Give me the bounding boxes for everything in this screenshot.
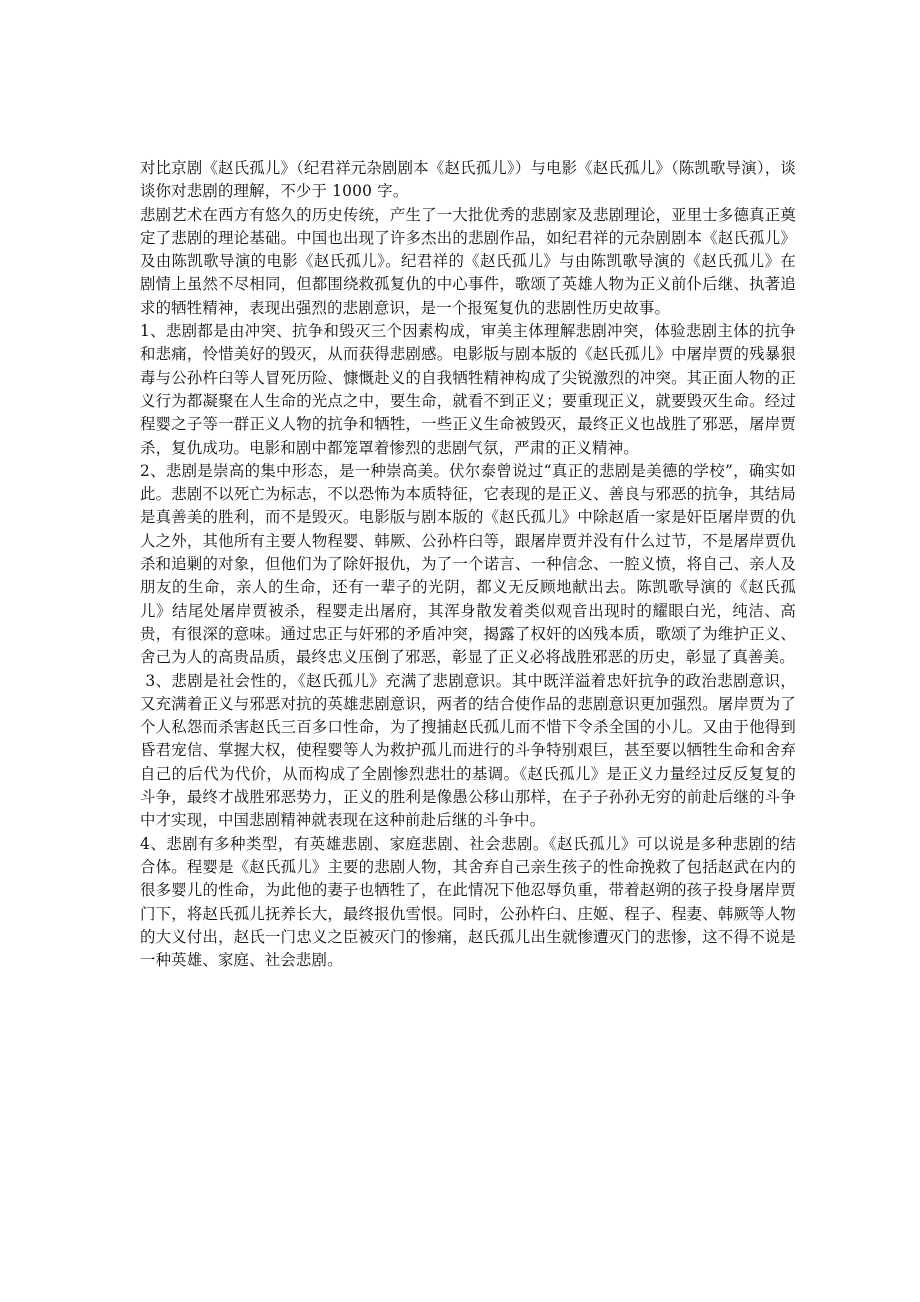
essay-point-3-paragraph: 3、悲剧是社会性的，《赵氏孤儿》充满了悲剧意识。其中既洋溢着忠奸抗争的政治悲剧意识，又充满着正义与邪恶对抗的英雄悲剧意识，两者的结合使作品的悲剧意识更加强烈。屠岸贾为了个人私怨而杀害赵氏三百多口性命，为了搜捕赵氏孤儿而不惜下令杀全国的小儿。又由于他得到昏君宠信、掌握大权，使程婴等人为救护孤儿而进行的斗争特别艰巨，甚至要以牺牲生命和舍弃自己的后代为代价，从而构成了全剧惨烈悲壮的基调。《赵氏孤儿》是正义力量经过反反复复的斗争，最终才战胜邪恶势力，正义的胜利是像愚公移山那样，在子子孙孙无穷的前赴后继的斗争中才实现，中国悲剧精神就表现在这种前赴后继的斗争中。 — [140, 671, 796, 830]
essay-point-4-paragraph: 4、悲剧有多种类型，有英雄悲剧、家庭悲剧、社会悲剧。《赵氏孤儿》可以说是多种悲剧的结合体。程婴是《赵氏孤儿》主要的悲剧人物，其舍弃自己亲生孩子的性命挽救了包括赵武在内的很多婴儿的性命，为此他的妻子也牺牲了，在此情况下他忍辱负重，带着赵朔的孩子投身屠岸贾门下，将赵氏孤儿抚养长大，最终报仇雪恨。同时，公孙杵臼、庄姬、程子、程妻、韩厥等人物的大义付出，赵氏一门忠义之臣被灭门的惨痛，赵氏孤儿出生就惨遭灭门的悲惨，这不得不说是一种英雄、家庭、社会悲剧。 — [140, 834, 796, 970]
essay-intro-paragraph: 悲剧艺术在西方有悠久的历史传统，产生了一大批优秀的悲剧家及悲剧理论，亚里士多德真正奠定了悲剧的理论基础。中国也出现了许多杰出的悲剧作品，如纪君祥的元杂剧剧本《赵氏孤儿》及由陈凯歌导演的电影《赵氏孤儿》。纪君祥的《赵氏孤儿》与由陈凯歌导演的《赵氏孤儿》在剧情上虽然不尽相同，但都围绕救孤复仇的中心事件，歌颂了英雄人物为正义前仆后继、执著追求的牺牲精神，表现出强烈的悲剧意识，是一个报冤复仇的悲剧性历史故事。 — [140, 205, 796, 317]
essay-prompt: 对比京剧《赵氏孤儿》（纪君祥元杂剧剧本《赵氏孤儿》）与电影《赵氏孤儿》（陈凯歌导演），谈谈你对悲剧的理解，不少于 1000 字。 — [140, 159, 796, 201]
essay-point-2-paragraph: 2、悲剧是崇高的集中形态，是一种崇高美。伏尔泰曾说过“真正的悲剧是美德的学校”，确实如此。悲剧不以死亡为标志，不以恐怖为本质特征，它表现的是正义、善良与邪恶的抗争，其结局是真善美的胜利，而不是毁灭。电影版与剧本版的《赵氏孤儿》中除赵盾一家是奸臣屠岸贾的仇人之外，其他所有主要人物程婴、韩厥、公孙杵臼等，跟屠岸贾并没有什么过节，不是屠岸贾仇杀和追剿的对象，但他们为了除奸报仇，为了一个诺言、一种信念、一腔义愤，将自己、亲人及朋友的生命，亲人的生命，还有一辈子的光阴，都义无反顾地献出去。陈凯歌导演的《赵氏孤儿》结尾处屠岸贾被杀，程婴走出屠府，其浑身散发着类似观音出现时的耀眼白光，纯洁、高贵，有很深的意味。通过忠正与奸邪的矛盾冲突，揭露了权奸的凶残本质，歌颂了为维护正义、舍己为人的高贵品质，最终忠义压倒了邪恶，彰显了正义必将战胜邪恶的历史，彰显了真善美。 — [140, 461, 796, 667]
essay-point-1-paragraph: 1、悲剧都是由冲突、抗争和毁灭三个因素构成，审美主体理解悲剧冲突，体验悲剧主体的抗争和悲痛，怜惜美好的毁灭，从而获得悲剧感。电影版与剧本版的《赵氏孤儿》中屠岸贾的残暴狠毒与公孙杵臼等人冒死历险、慷慨赴义的自我牺牲精神构成了尖锐激烈的冲突。其正面人物的正义行为都凝聚在人生命的光点之中，要生命，就看不到正义；要重现正义，就要毁灭生命。经过程婴之子等一群正义人物的抗争和牺牲，一些正义生命被毁灭，最终正义也战胜了邪恶，屠岸贾杀，复仇成功。电影和剧中都笼罩着惨烈的悲剧气氛，严肃的正义精神。 — [140, 322, 796, 457]
essay-body — [140, 157, 796, 972]
